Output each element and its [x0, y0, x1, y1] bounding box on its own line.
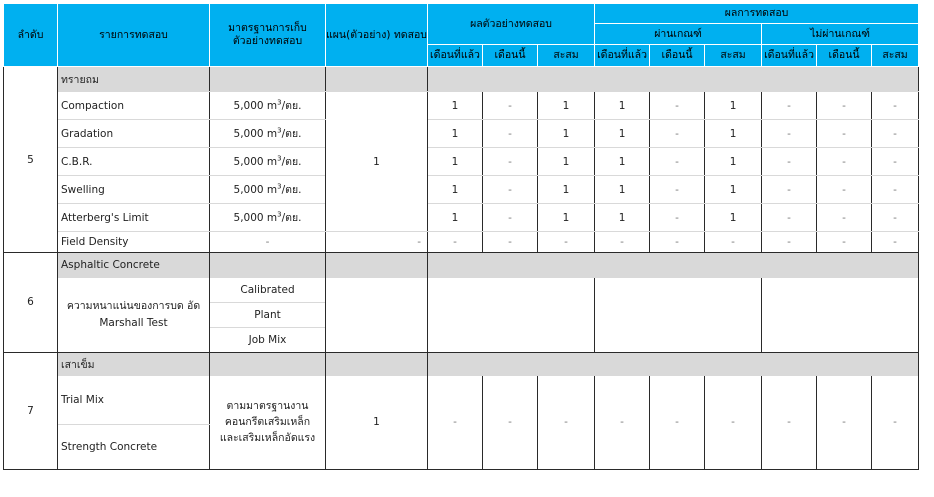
cell-value: 1: [428, 148, 483, 176]
fail-this-month-header: เดือนนี้: [817, 45, 872, 67]
empty-cell: [428, 278, 595, 353]
row-standard: 5,000 $m^3/$ตย.: [210, 176, 326, 204]
cell-value: 1: [428, 92, 483, 120]
empty-cell: [326, 278, 428, 353]
cell-value: -: [650, 232, 705, 253]
section-5-group-label: ทรายถม: [58, 67, 210, 92]
empty-cell: [762, 278, 919, 353]
gray-cell: [210, 253, 326, 278]
section-6-group-label: Asphaltic Concrete: [58, 253, 210, 278]
gray-cell: [428, 253, 919, 278]
cell-value: 1: [705, 176, 762, 204]
cell-value: -: [872, 176, 919, 204]
sample-last-month-header: เดือนที่แล้ว: [428, 45, 483, 67]
fail-last-month-header: เดือนที่แล้ว: [762, 45, 817, 67]
cell-value: -: [538, 232, 595, 253]
cell-value: -: [650, 92, 705, 120]
row-item-name: Swelling: [58, 176, 210, 204]
cell-value: -: [872, 204, 919, 232]
table-row: [4, 278, 919, 353]
cell-value: 1: [538, 204, 595, 232]
test-results-table-wrapper: [3, 3, 919, 470]
cell-value: -: [762, 232, 817, 253]
row-standard: -: [210, 232, 326, 253]
col-plan-header: แผน(ตัวอย่าง) ทดสอบ: [326, 4, 428, 67]
gray-cell: [326, 253, 428, 278]
table-row: [4, 204, 919, 232]
section-6-sub-list: [210, 278, 326, 353]
row-standard: 5,000 $m^3/$ตย.: [210, 148, 326, 176]
gray-cell: [326, 67, 428, 92]
sample-this-month-header: เดือนนี้: [483, 45, 538, 67]
cell-value: 1: [705, 148, 762, 176]
cell-value: 1: [705, 204, 762, 232]
cell-value: -: [483, 176, 538, 204]
sample-cumulative-header: สะสม: [538, 45, 595, 67]
table-row: [4, 148, 919, 176]
cell-value: -: [762, 148, 817, 176]
cell-value: 1: [428, 120, 483, 148]
row-item-name: Compaction: [58, 92, 210, 120]
row-item-name: Gradation: [58, 120, 210, 148]
cell-value: -: [872, 148, 919, 176]
cell-value: 1: [705, 120, 762, 148]
cell-value: -: [872, 120, 919, 148]
section-7-standard: ตามมาตรฐานงาน คอนกรีตเสริมเหล็ก และเสริมเหล็กอัดแรง: [210, 376, 326, 469]
cell-value: -: [762, 176, 817, 204]
section-6-number: 6: [4, 253, 58, 353]
pass-last-month-header: เดือนที่แล้ว: [595, 45, 650, 67]
cell-value: -: [762, 376, 817, 469]
test-results-header: ผลการทดสอบ: [595, 4, 919, 24]
sub-item: Plant: [210, 303, 325, 328]
cell-value: -: [872, 92, 919, 120]
cell-value: -: [762, 92, 817, 120]
cell-value: 1: [705, 92, 762, 120]
cell-value: -: [817, 376, 872, 469]
cell-value: 1: [595, 148, 650, 176]
section-5-number: 5: [4, 67, 58, 253]
cell-value: 1: [428, 176, 483, 204]
row-standard: 5,000 $m^3/$ตย.: [210, 92, 326, 120]
cell-value: 1: [595, 120, 650, 148]
cell-value: 1: [595, 176, 650, 204]
cell-value: -: [483, 92, 538, 120]
cell-value: 1: [595, 92, 650, 120]
row-item-name: Atterberg's Limit: [58, 204, 210, 232]
pass-header: ผ่านเกณฑ์: [595, 24, 762, 45]
gray-cell: [326, 352, 428, 376]
cell-value: -: [817, 120, 872, 148]
cell-value: -: [650, 204, 705, 232]
fail-cumulative-header: สะสม: [872, 45, 919, 67]
gray-cell: [428, 352, 919, 376]
section-6-item-name: ความหนาแน่นของการบด อัด Marshall Test: [58, 278, 210, 353]
test-results-table: [3, 3, 919, 470]
row-item-name: C.B.R.: [58, 148, 210, 176]
cell-value: -: [650, 148, 705, 176]
cell-value: -: [817, 232, 872, 253]
section-7-group-label: เสาเข็ม: [58, 352, 210, 376]
pass-cumulative-header: สะสม: [705, 45, 762, 67]
section-5-plan-value: 1: [326, 92, 428, 232]
cell-value: 1: [538, 92, 595, 120]
cell-value: 1: [595, 204, 650, 232]
col-item-header: รายการทดสอบ: [58, 4, 210, 67]
cell-value: -: [595, 232, 650, 253]
gray-cell: [210, 67, 326, 92]
cell-value: 1: [538, 176, 595, 204]
cell-value: -: [483, 204, 538, 232]
table-row: [4, 176, 919, 204]
cell-value: -: [872, 376, 919, 469]
table-row: [4, 120, 919, 148]
sample-results-header: ผลตัวอย่างทดสอบ: [428, 4, 595, 45]
table-row: [4, 376, 919, 424]
cell-value: -: [483, 148, 538, 176]
row-standard: 5,000 $m^3/$ตย.: [210, 120, 326, 148]
cell-value: -: [650, 120, 705, 148]
col-standard-header: มาตรฐานการเก็บ ตัวอย่างทดสอบ: [210, 4, 326, 67]
cell-value: -: [650, 176, 705, 204]
cell-value: -: [705, 376, 762, 469]
sub-item: Job Mix: [248, 333, 287, 346]
cell-value: -: [817, 92, 872, 120]
row-item-name: Field Density: [58, 232, 210, 253]
cell-value: -: [705, 232, 762, 253]
cell-value: -: [817, 176, 872, 204]
section-7-plan-value: 1: [326, 376, 428, 469]
cell-value: 1: [538, 120, 595, 148]
cell-value: -: [817, 148, 872, 176]
cell-value: -: [762, 204, 817, 232]
cell-value: -: [817, 204, 872, 232]
row-item-name: Trial Mix: [58, 376, 210, 424]
cell-value: 1: [538, 148, 595, 176]
cell-value: -: [428, 232, 483, 253]
pass-this-month-header: เดือนนี้: [650, 45, 705, 67]
table-row: [4, 232, 919, 253]
cell-value: -: [483, 376, 538, 469]
row-item-name: Strength Concrete: [58, 424, 210, 469]
row-plan: -: [326, 232, 428, 253]
gray-cell: [428, 67, 919, 92]
cell-value: -: [483, 232, 538, 253]
cell-value: -: [595, 376, 650, 469]
section-7-number: 7: [4, 352, 58, 469]
sub-item: Calibrated: [210, 278, 325, 303]
cell-value: -: [538, 376, 595, 469]
cell-value: -: [762, 120, 817, 148]
empty-cell: [595, 278, 762, 353]
fail-header: ไม่ผ่านเกณฑ์: [762, 24, 919, 45]
cell-value: -: [428, 376, 483, 469]
col-seq-header: ลำดับ: [4, 4, 58, 67]
table-row: [4, 92, 919, 120]
cell-value: 1: [428, 204, 483, 232]
cell-value: -: [650, 376, 705, 469]
row-standard: 5,000 $m^3/$ตย.: [210, 204, 326, 232]
cell-value: -: [872, 232, 919, 253]
gray-cell: [210, 352, 326, 376]
cell-value: -: [483, 120, 538, 148]
